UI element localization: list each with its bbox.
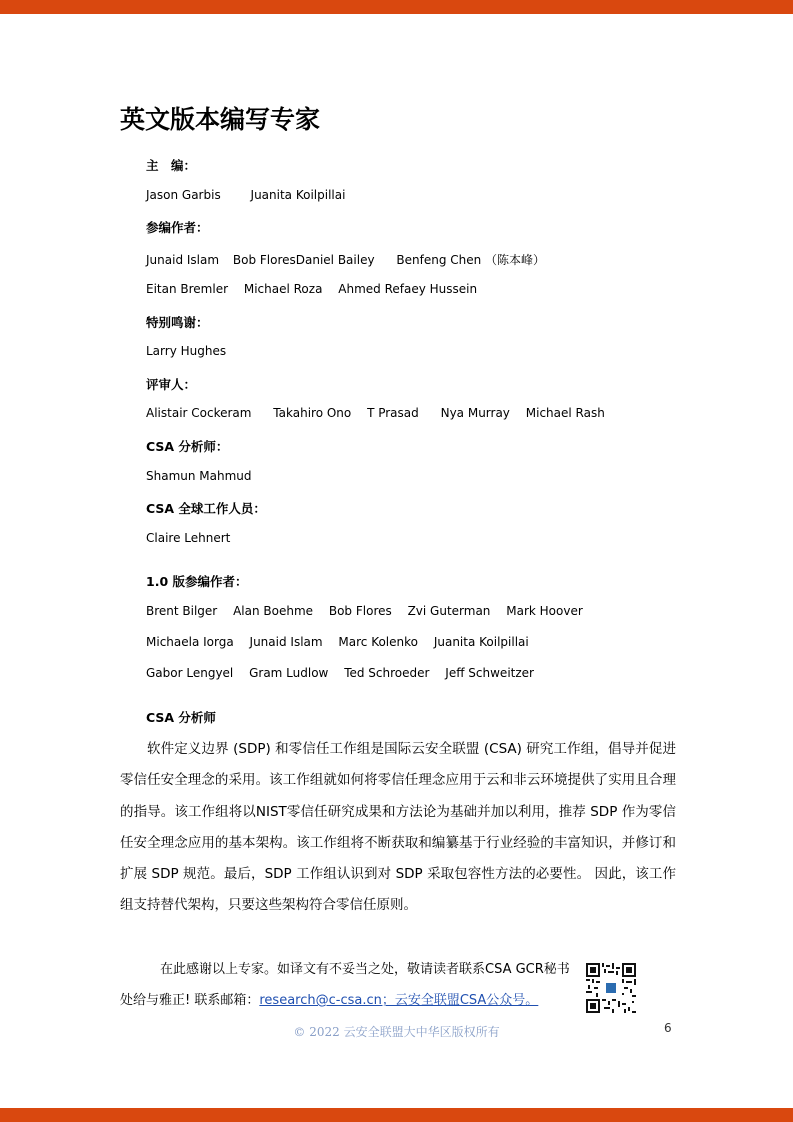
name: Michael Rash [525,406,605,420]
name: Mark Hoover [506,604,583,618]
thanks-text: 在此感谢以上专家。如译文有不妥当之处，敬请读者联系CSA GCR秘书处给与雅正! 联系邮箱： [120,962,570,1008]
name: Bob FloresDaniel Bailey [232,253,375,267]
name: Jeff Schweitzer [445,666,534,680]
v1-contributors-line-2 [146,635,529,649]
name: Zvi Guterman [407,604,491,618]
csa-analyst-2-label: CSA 分析师 [146,710,216,725]
name: Eitan Bremler [146,282,229,296]
copyright-footer: © 2022 云安全联盟大中华区版权所有 [293,1025,500,1039]
name: Gram Ludlow [249,666,329,680]
special-thanks-label: 特别鸣谢： [146,315,209,330]
name: Nya Murray [440,406,510,420]
csa-analyst-names [146,469,252,483]
name: Michaela Iorga [146,635,234,649]
name: Junaid Islam [249,635,323,649]
page-number: 6 [664,1021,672,1035]
name: Larry Hughes [146,344,227,358]
bottom-accent-bar [0,1108,793,1122]
name: Juanita Koilpillai [250,188,346,202]
v1-contributors-line-1 [146,604,583,618]
top-accent-bar [0,0,793,14]
contributors-line-1 [146,251,545,268]
name: Benfeng Chen （陈本峰） [396,253,546,267]
name: Ted Schroeder [344,666,430,680]
name: Alan Boehme [233,604,314,618]
name: Michael Roza [243,282,323,296]
name: Jason Garbis [146,188,221,202]
name: Bob Flores [328,604,392,618]
name: Junaid Islam [146,253,220,267]
thanks-paragraph [120,954,570,1016]
name: Alistair Cockeram [146,406,252,420]
name: Claire Lehnert [146,531,231,545]
name: Shamun Mahmud [146,469,252,483]
csa-staff-names [146,531,230,545]
v1-contributors-line-3 [146,666,534,680]
name: Gabor Lengyel [146,666,234,680]
name: T Prasad [367,406,419,420]
csa-analyst-label: CSA 分析师： [146,439,229,454]
qr-code-image [586,963,636,1013]
contributors-line-2 [146,282,477,296]
reviewers-label: 评审人： [146,377,197,392]
name: Juanita Koilpillai [433,635,529,649]
contact-email-link[interactable]: research@c-csa.cn；云安全联盟CSA公众号。 [259,993,539,1008]
name: Ahmed Refaey Hussein [338,282,478,296]
reviewers-names [146,406,605,420]
name: Takahiro Ono [273,406,352,420]
v1-contributors-label: 1.0 版参编作者： [146,574,248,589]
csa-staff-label: CSA 全球工作人员： [146,501,266,516]
contributors-label: 参编作者： [146,220,209,235]
chief-editor-names [146,188,345,202]
name: Brent Bilger [146,604,218,618]
chief-editor-label: 主 编： [146,158,197,173]
special-thanks-names [146,344,226,358]
name: Marc Kolenko [338,635,418,649]
workgroup-paragraph: 软件定义边界 (SDP) 和零信任工作组是国际云安全联盟 (CSA) 研究工作组，倡导并促进零信任安全理念的采用。该工作组就如何将零信任理念应用于云和非云环境提供了实用且合理的指导。该工作组将以NIST零信任研究成果和方法论为基础并加以利用，推荐 SDP 作为零信任安全理念应用的基本架构。该工作组将不断获取和编纂基于行业经验的丰富知识，并修订和扩展 SDP 规范。最后，SDP 工作组认识到对 SDP 采取包容性方法的必要性。 因此，该工作组支持替代架构，只要这些架构符合零信任原则。 [120,741,676,914]
page-title: 英文版本编写专家 [120,105,321,134]
